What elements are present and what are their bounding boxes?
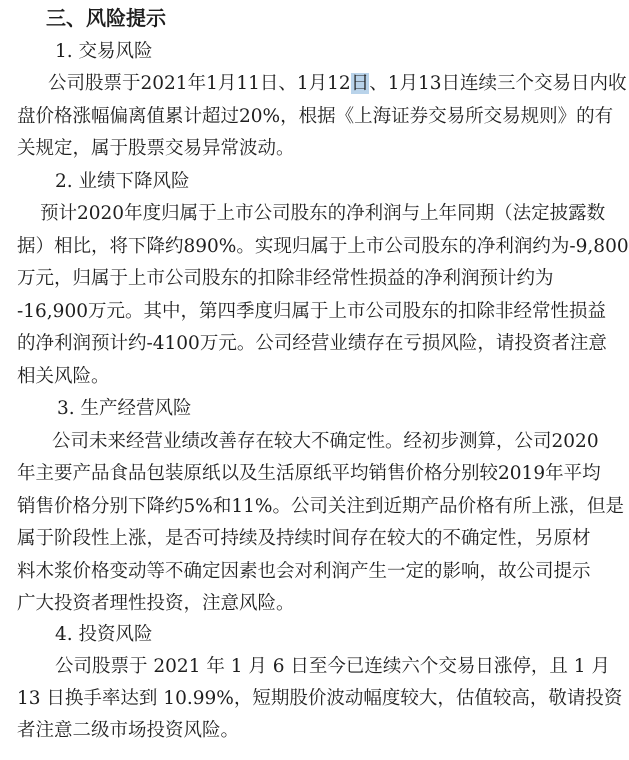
section-title: 三、风险提示 [46, 6, 166, 30]
paragraph-line: 年主要产品食品包装原纸以及生活原纸平均销售价格分别较2019年平均 [17, 463, 601, 484]
heading-operation-risk: 3. 生产经营风险 [57, 398, 192, 419]
paragraph-line: 的净利润预计约-4100万元。公司经营业绩存在亏损风险，请投资者注意 [17, 333, 607, 354]
paragraph-line: 属于阶段性上涨，是否可持续及持续时间存在较大的不确定性，另原材 [17, 528, 591, 549]
paragraph-line: 盘价格涨幅偏离值累计超过20%，根据《上海证券交易所交易规则》的有 [17, 106, 614, 127]
paragraph-line: 者注意二级市场投资风险。 [17, 720, 240, 741]
paragraph-line: 广大投资者理性投资，注意风险。 [17, 593, 295, 614]
paragraph-line: 销售价格分别下降约5%和11%。公司关注到近期产品价格有所上涨，但是 [17, 496, 624, 517]
selection-highlight: 日 [350, 73, 370, 94]
paragraph-line: 据）相比，将下降约890%。实现归属于上市公司股东的净利润约为-9,800 [17, 236, 629, 257]
heading-investment-risk: 4. 投资风险 [55, 624, 153, 645]
paragraph-line: 13 日换手率达到 10.99%，短期股价波动幅度较大，估值较高，敬请投资 [17, 688, 623, 709]
paragraph-line: 公司未来经营业绩改善存在较大不确定性。经初步测算，公司2020 [52, 431, 599, 452]
paragraph-line [48, 67, 627, 100]
text-span: 、1月13日连续三个交易日内收 [369, 73, 627, 94]
paragraph-line: 关规定，属于股票交易异常波动。 [17, 138, 295, 159]
paragraph-line: 相关风险。 [17, 366, 110, 387]
heading-trading-risk: 1. 交易风险 [55, 41, 153, 62]
paragraph-line: 万元，归属于上市公司股东的扣除非经常性损益的净利润预计约为 [17, 268, 554, 289]
paragraph-line: 预计2020年度归属于上市公司股东的净利润与上年同期（法定披露数 [40, 203, 606, 224]
text-span: 公司股票于2021年1月11日、1月12 [48, 73, 351, 94]
paragraph-line: 料木浆价格变动等不确定因素也会对利润产生一定的影响，故公司提示 [17, 561, 591, 582]
heading-performance-risk: 2. 业绩下降风险 [55, 171, 190, 192]
paragraph-line: 公司股票于 2021 年 1 月 6 日至今已连续六个交易日涨停，且 1 月 [55, 656, 610, 677]
paragraph-line: -16,900万元。其中，第四季度归属于上市公司股东的扣除非经常性损益 [17, 301, 606, 322]
